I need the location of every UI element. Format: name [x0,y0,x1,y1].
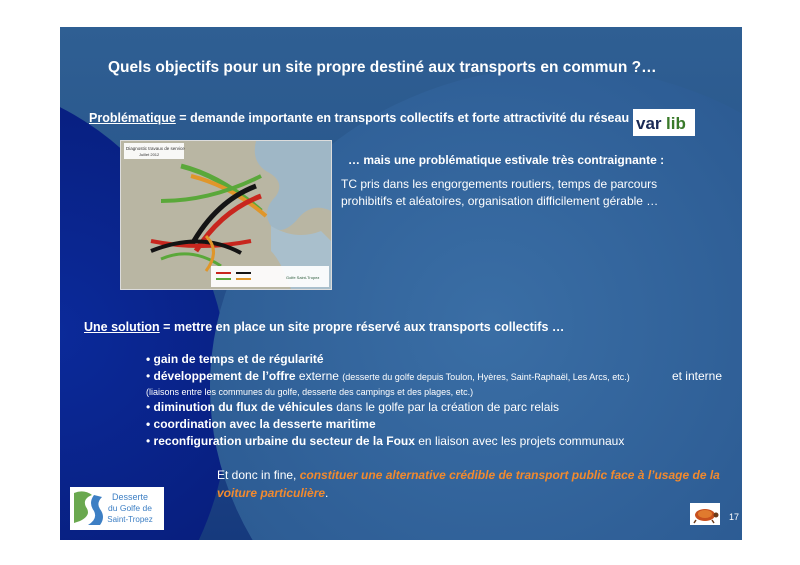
varlib-logo [633,109,695,136]
varlib-logo-text: var [636,114,662,133]
solution-text: = mettre en place un site propre réservé aux transports collectifs … [159,320,565,334]
slide-title: Quels objectifs pour un site propre destiné aux transports en commun ?… [108,59,657,76]
route-map-graphic [121,141,331,289]
conclusion-end: . [325,486,329,500]
solution-bullets [146,351,724,450]
desserte-logo [70,487,164,530]
bullet-gain: • gain de temps et de régularité [146,352,324,366]
bullet-diminution-bold: diminution du flux de véhicules [153,400,333,414]
bullet-coordination: • coordination avec la desserte maritime [146,417,376,431]
bullet-developpement-end: et interne [671,369,722,383]
bullet-developpement-small: (desserte du golfe depuis Toulon, Hyères, Saint-Raphaël, Les Arcs, etc.) [342,372,630,382]
solution-label: Une solution [84,320,160,334]
turtle-icon [690,503,720,525]
bullet-developpement-normal: externe [295,369,343,383]
map-subtitle: Juillet 2012 [139,152,160,157]
problematique-line [89,111,629,125]
bullet-diminution: • diminution du flux de véhicules dans le golfe par la création de parc relais [146,400,560,414]
bullet-reconfiguration-normal: en liaison avec les projets communaux [414,434,625,448]
varlib-logo-text2: lib [666,114,686,133]
bullet-reconfiguration-bold: reconfiguration urbaine du secteur de la Foux [153,434,415,448]
problematique-text: = demande importante en transports collectifs et forte attractivité du réseau [175,111,630,125]
bullet-reconfiguration: • reconfiguration urbaine du secteur de la Foux en liaison avec les projets communaux [146,434,625,448]
conclusion-orange: constituer une alternative crédible de transport public face à l’usage de la voiture particulière [217,468,720,500]
page-number: 17 [729,512,740,522]
bullet-developpement: • développement de l’offre externe (desserte du golfe depuis Toulon, Hyères, Saint-Raphaël, Les Arcs, etc.) et interne [146,368,722,386]
solution-line [84,320,564,334]
desserte-line1: Desserte [111,492,149,502]
issue-heading: … mais une problématique estivale très contraignante : [348,153,665,167]
problematique-label: Problématique [89,111,176,125]
issue-text: TC pris dans les engorgements routiers, temps de parcours prohibitifs et aléatoires, organisation difficilement gérable … [341,177,659,208]
conclusion-normal: Et donc in fine, [217,468,300,482]
map-title: Diagnostic travaux de service [126,146,185,151]
bullet-diminution-normal: dans le golfe par la création de parc relais [332,400,560,414]
slide [60,27,742,540]
conclusion [217,466,727,502]
desserte-line3: Saint-Tropez [107,515,153,524]
route-map [120,140,332,290]
map-legend-logo: Golfe Saint-Tropez [286,275,320,280]
bullet-developpement-detail: (liaisons entre les communes du golfe, desserte des campings et des plages, etc.) [146,387,474,397]
bullet-developpement-bold: développement de l’offre [153,369,296,383]
desserte-line2: du Golfe de [108,503,152,513]
